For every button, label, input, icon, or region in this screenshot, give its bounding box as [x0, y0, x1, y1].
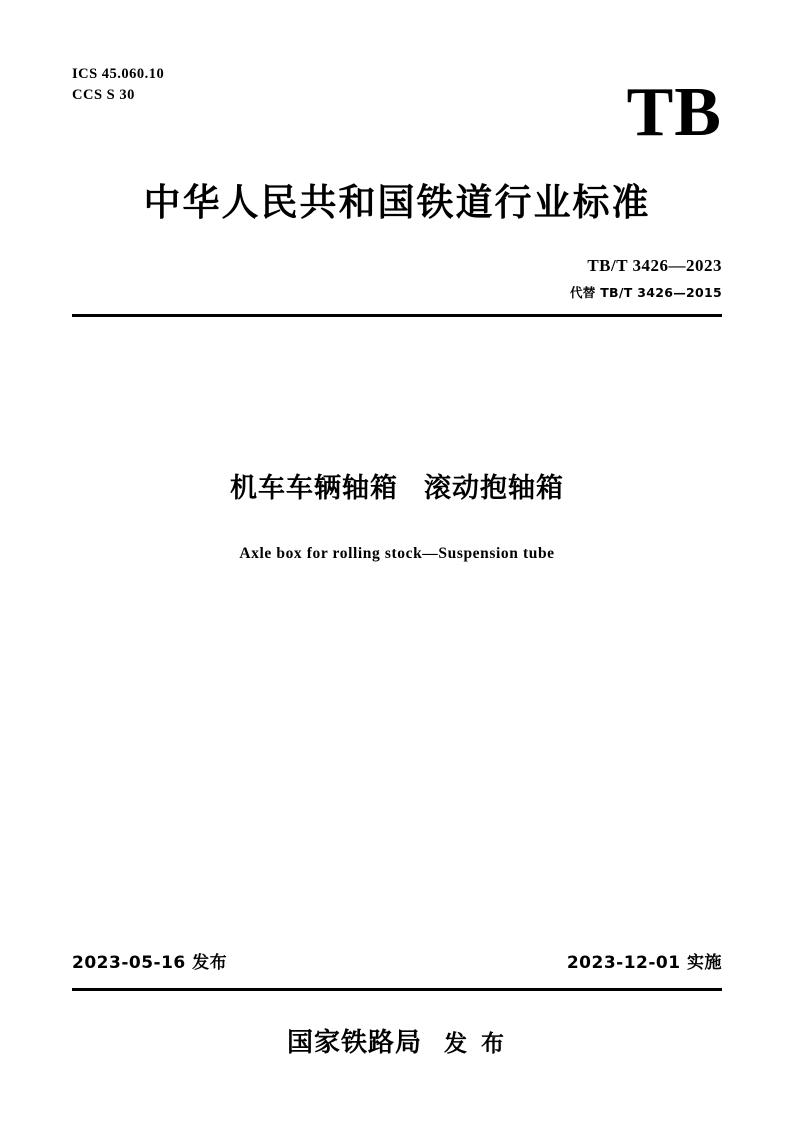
publisher-name: 国家铁路局	[286, 1028, 422, 1058]
footer-divider	[72, 988, 722, 991]
publisher-line	[0, 1022, 794, 1059]
national-standard-title: 中华人民共和国铁道行业标准	[143, 181, 651, 224]
ccs-code: CCS S 30	[72, 87, 135, 104]
document-title-english: Axle box for rolling stock—Suspension tube	[239, 545, 555, 562]
publisher-verb: 发 布	[444, 1031, 508, 1057]
header-divider	[72, 314, 722, 317]
effective-date: 2023-12-01 实施	[566, 953, 722, 973]
standard-replaces: 代替 TB/T 3426—2015	[569, 285, 722, 300]
tb-logo: TB	[626, 74, 722, 151]
ics-code: ICS 45.060.10	[72, 66, 165, 82]
document-title-chinese-part1: 机车车辆轴箱	[230, 473, 398, 504]
standard-number: TB/T 3426—2023	[587, 256, 722, 275]
ics-classification-block	[72, 64, 164, 106]
document-title-chinese	[0, 466, 794, 505]
issue-date: 2023-05-16 发布	[72, 953, 228, 973]
document-title-chinese-part2: 滚动抱轴箱	[424, 473, 564, 504]
